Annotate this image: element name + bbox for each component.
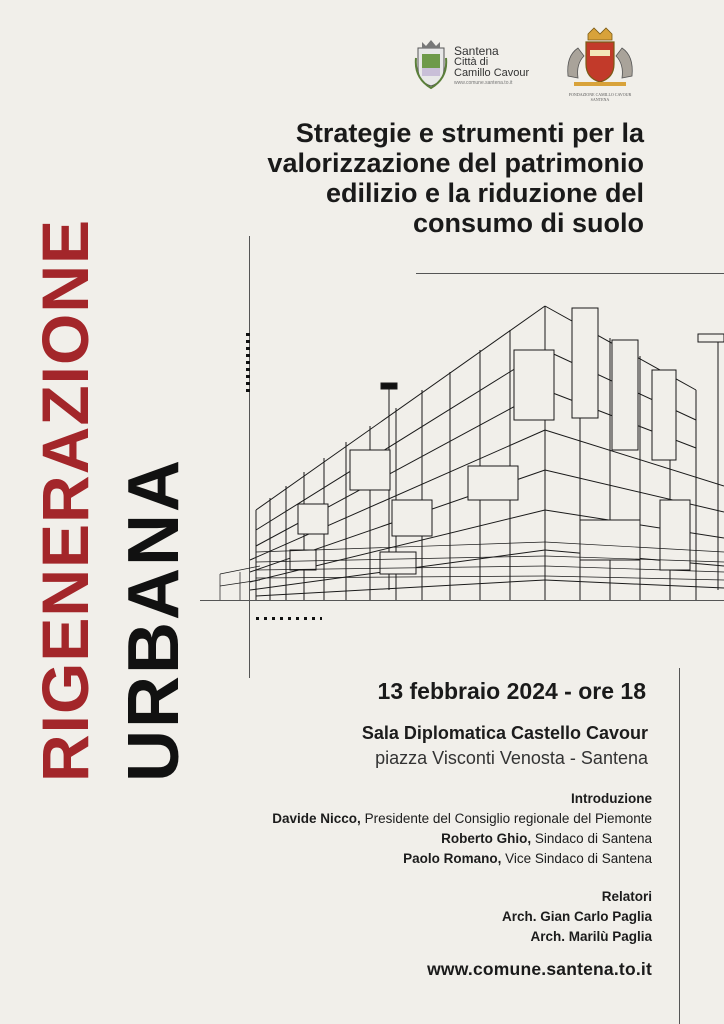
- speaker-role: Vice Sindaco di Santena: [501, 851, 652, 866]
- website-link[interactable]: www.comune.santena.to.it: [427, 959, 652, 979]
- relatori-heading: Relatori: [601, 889, 652, 904]
- speaker-role: Presidente del Consiglio regionale del Piemonte: [360, 811, 652, 826]
- divider-vertical-right: [679, 668, 680, 1024]
- santena-logo: [414, 38, 534, 93]
- headline-line-4: consumo di suolo: [412, 208, 644, 238]
- headline-line-2: valorizzazione del patrimonio: [267, 148, 644, 178]
- speaker-name: Paolo Romano,: [403, 851, 502, 866]
- introduzione-heading: Introduzione: [571, 791, 652, 806]
- headline-line-1: Strategie e strumenti per la: [295, 118, 644, 148]
- speaker-name: Roberto Ghio,: [441, 831, 532, 846]
- building-wireframe-illustration: [200, 290, 724, 620]
- speaker-role: Sindaco di Santena: [531, 831, 652, 846]
- fondazione-crest-icon: [560, 26, 640, 92]
- event-address: piazza Visconti Venosta - Santena: [375, 748, 648, 768]
- divider-top: [416, 273, 724, 274]
- santena-subtitle-2: Camillo Cavour: [454, 67, 530, 79]
- speaker-name: Davide Nicco,: [272, 811, 361, 826]
- headline-line-3: edilizio e la riduzione del: [325, 178, 644, 208]
- santena-subtitle-1: Città di: [454, 56, 489, 68]
- event-headline: [184, 118, 644, 238]
- relatore-name: Arch. Gian Carlo Paglia: [501, 909, 652, 924]
- speaker-row: [272, 809, 652, 829]
- fondazione-caption-2: SANTENA: [590, 97, 610, 102]
- title-urbana: URBANA: [114, 458, 194, 782]
- event-date: 13 febbraio 2024 - ore 18: [377, 678, 646, 704]
- santena-name: Santena: [454, 44, 499, 58]
- fondazione-caption-1: FONDAZIONE CAMILLO CAVOUR: [568, 92, 632, 97]
- event-venue: Sala Diplomatica Castello Cavour: [361, 723, 648, 743]
- relatore-name: Arch. Marilù Paglia: [530, 929, 652, 944]
- fondazione-logo: [560, 26, 640, 106]
- santena-logo-url: www.comune.santena.to.it: [454, 80, 513, 86]
- speaker-row: [441, 829, 652, 849]
- santena-crest-icon: [414, 38, 448, 90]
- speaker-row: [403, 849, 652, 869]
- title-rigenerazione: RIGENERAZIONE: [28, 218, 102, 782]
